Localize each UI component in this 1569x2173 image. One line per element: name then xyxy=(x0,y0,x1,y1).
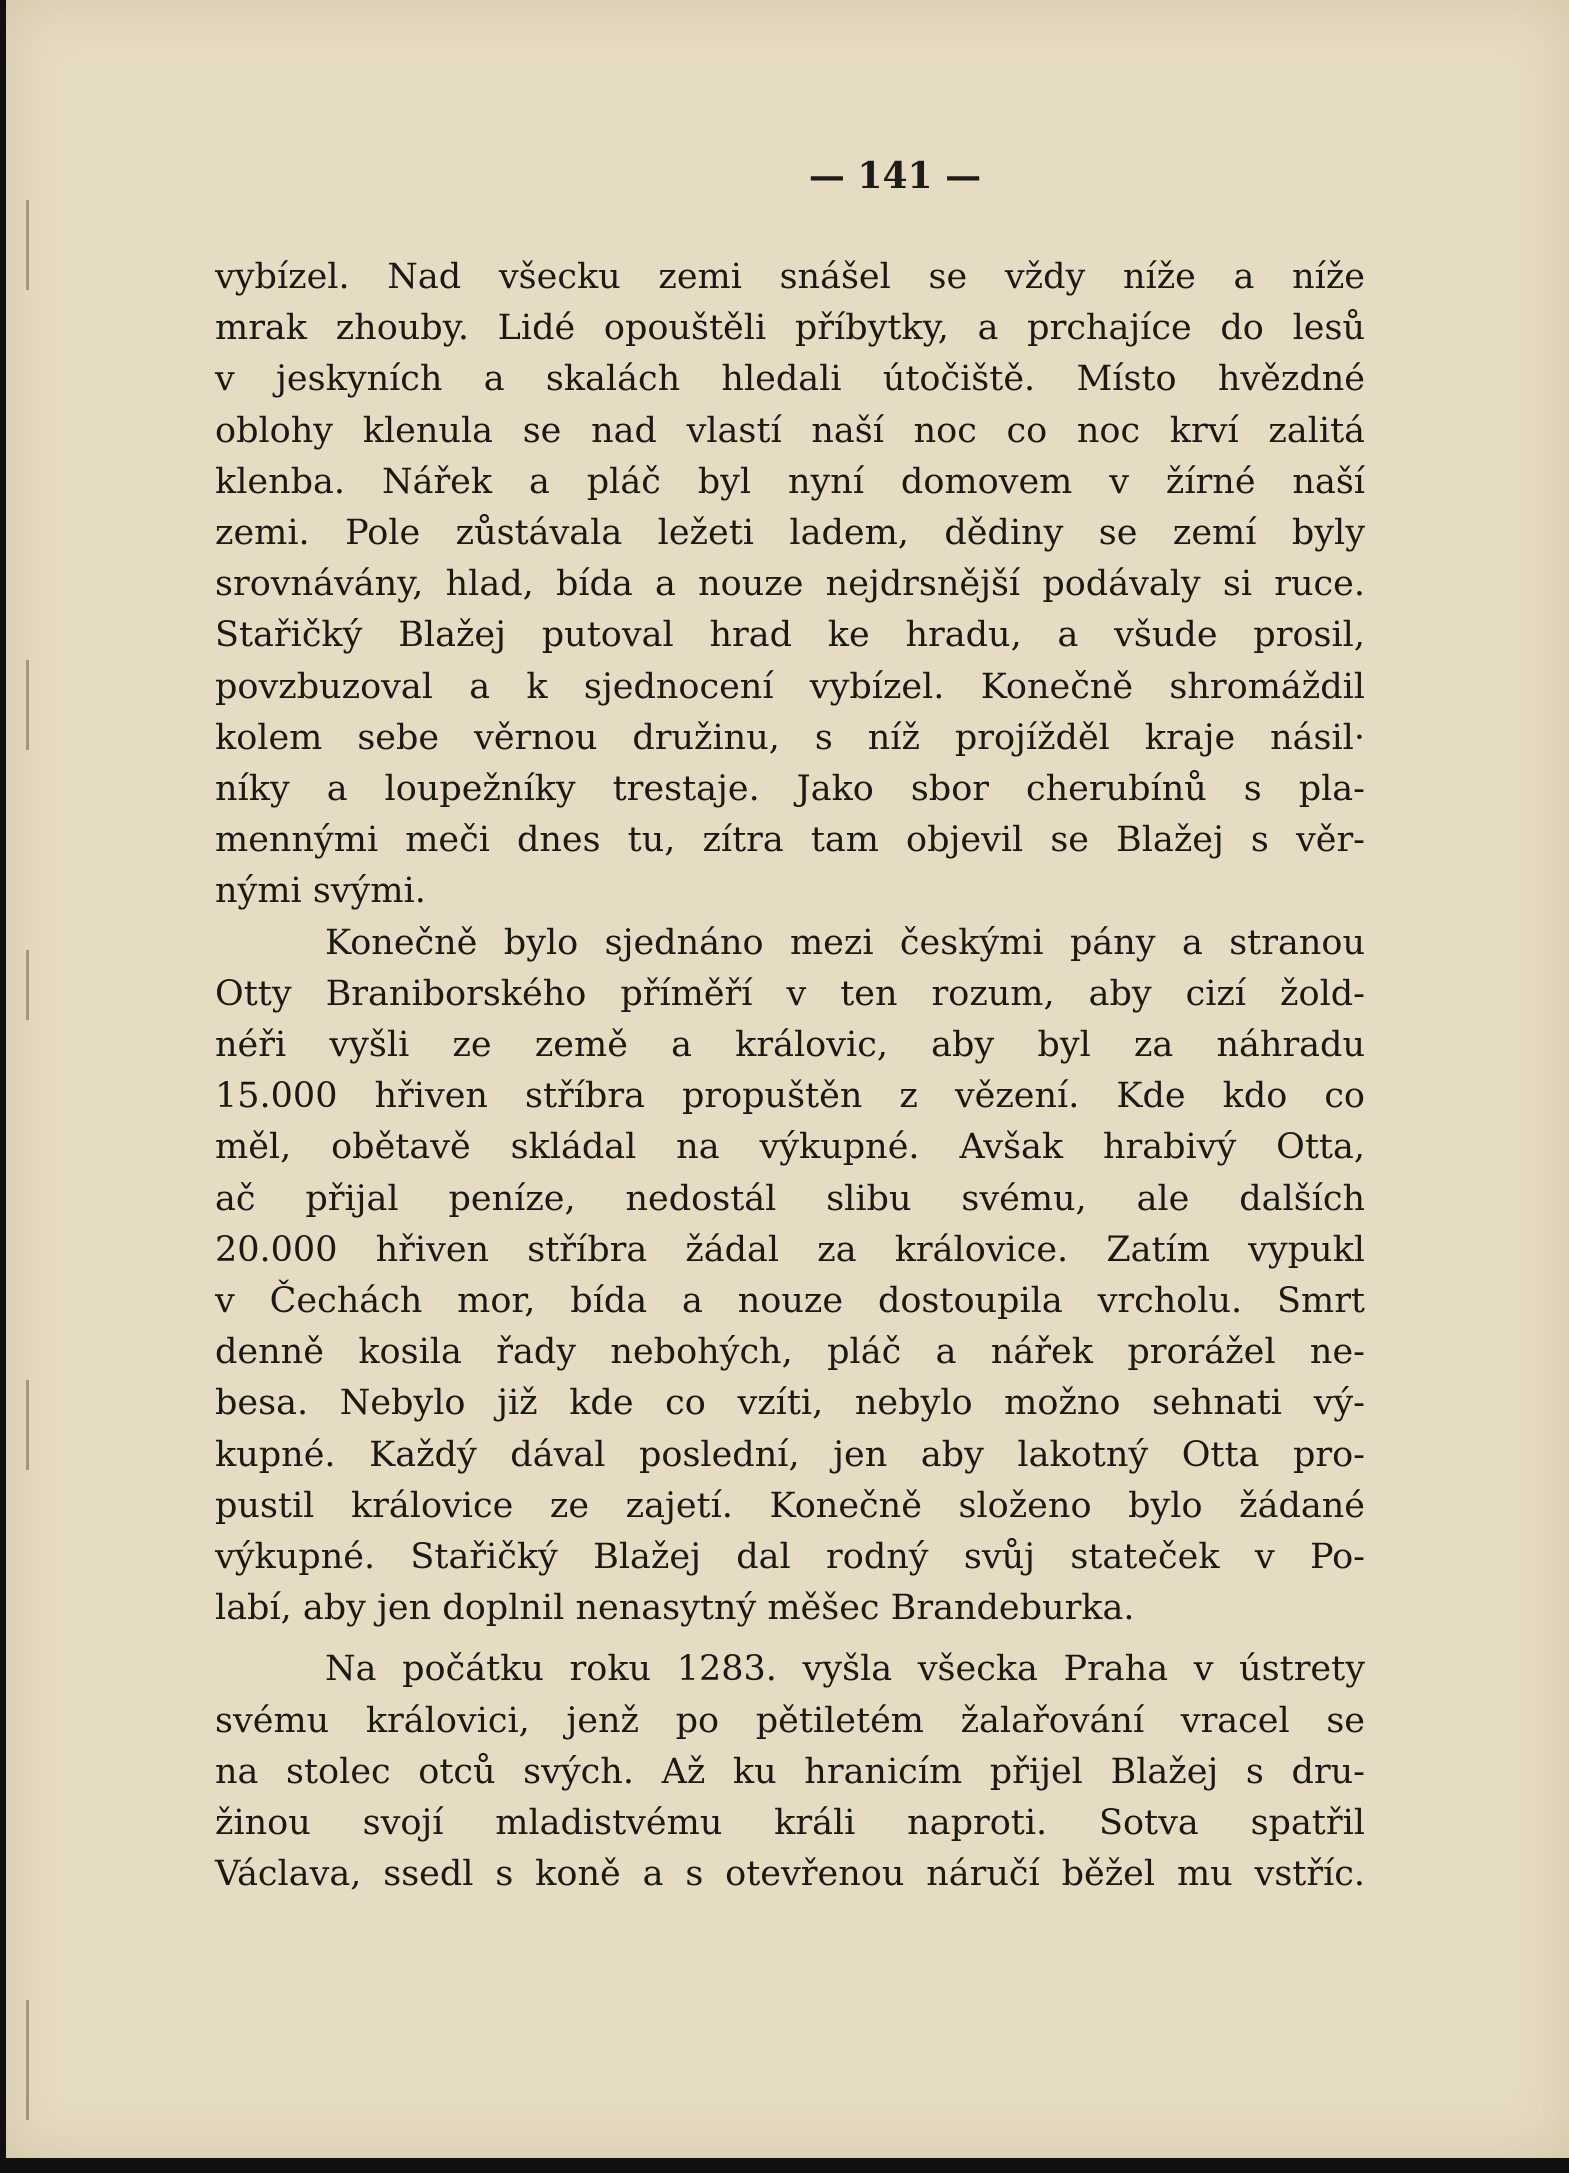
text-line: 15.000 hřiven stříbra propuštěn z vězení. Kde kdo co xyxy=(215,1076,1365,1117)
text-line: Václava, ssedl s koně a s otevřenou náručí běžel mu vstříc. xyxy=(215,1854,1365,1895)
text-line: žinou svojí mladistvému králi naproti. Sotva spatřil xyxy=(215,1803,1365,1844)
paragraph-3 xyxy=(215,1644,1365,1900)
text-line: Otty Braniborského příměří v ten rozum, aby cizí žold- xyxy=(215,973,1365,1014)
text-line: Konečně bylo sjednáno mezi českými pány a stranou xyxy=(325,922,1365,963)
text-line: na stolec otců svých. Až ku hranicím přijel Blažej s dru- xyxy=(215,1751,1365,1792)
text-line: klenba. Nářek a pláč byl nyní domovem v žírné naší xyxy=(215,461,1365,502)
text-line: měl, obětavě skládal na výkupné. Avšak hrabivý Otta, xyxy=(215,1127,1365,1168)
page-edge-mark xyxy=(26,2000,29,2120)
text-line: níky a loupežníky trestaje. Jako sbor cherubínů s pla- xyxy=(215,769,1365,810)
text-line: pustil královice ze zajetí. Konečně složeno bylo žádané xyxy=(215,1485,1365,1526)
text-line: besa. Nebylo již kde co vzíti, nebylo možno sehnati vý- xyxy=(215,1383,1365,1424)
paragraph-1 xyxy=(215,252,1365,918)
page-edge-mark xyxy=(26,200,29,290)
text-line: denně kosila řady nebohých, pláč a nářek prorážel ne- xyxy=(215,1332,1365,1373)
paragraph-2 xyxy=(215,918,1365,1635)
text-line: mennými meči dnes tu, zítra tam objevil se Blažej s věr- xyxy=(215,820,1365,861)
text-line: v jeskyních a skalách hledali útočiště. Místo hvězdné xyxy=(215,359,1365,400)
text-line: kupné. Každý dával poslední, jen aby lakotný Otta pro- xyxy=(215,1434,1365,1475)
text-line: nými svými. xyxy=(215,871,426,912)
text-line: srovnávány, hlad, bída a nouze nejdrsnější podávaly si ruce. xyxy=(215,564,1365,605)
text-line: vybízel. Nad všecku zemi snášel se vždy níže a níže xyxy=(215,257,1365,297)
text-line: néři vyšli ze země a královic, aby byl za náhradu xyxy=(215,1025,1365,1066)
text-line: mrak zhouby. Lidé opouštěli příbytky, a prchajíce do lesů xyxy=(215,308,1365,349)
text-line: v Čechách mor, bída a nouze dostoupila vrcholu. Smrt xyxy=(215,1281,1365,1322)
page-text xyxy=(215,252,1365,1901)
page-number: — 141 — xyxy=(808,155,982,197)
text-line: oblohy klenula se nad vlastí naší noc co noc krví zalitá xyxy=(215,410,1365,451)
text-line: Stařičký Blažej putoval hrad ke hradu, a všude prosil, xyxy=(215,615,1365,656)
page-edge-mark xyxy=(26,950,29,1020)
text-line: ač přijal peníze, nedostál slibu svému, ale dalších xyxy=(215,1178,1365,1219)
book-page xyxy=(6,0,1569,2158)
text-line: svému královici, jenž po pětiletém žalařování vracel se xyxy=(215,1700,1365,1741)
text-line: povzbuzoval a k sjednocení vybízel. Konečně shromáždil xyxy=(215,666,1365,707)
text-line: labí, aby jen doplnil nenasytný měšec Brandeburka. xyxy=(215,1588,1135,1629)
text-line: 20.000 hřiven stříbra žádal za královice. Zatím vypukl xyxy=(215,1229,1365,1270)
page-edge-mark xyxy=(26,1380,29,1470)
text-line: kolem sebe věrnou družinu, s níž projížděl kraje násil· xyxy=(215,717,1365,758)
text-line: zemi. Pole zůstávala ležeti ladem, dědiny se zemí byly xyxy=(215,513,1365,554)
page-edge-mark xyxy=(26,660,29,750)
text-line: výkupné. Stařičký Blažej dal rodný svůj stateček v Po- xyxy=(215,1537,1365,1578)
text-line: Na počátku roku 1283. vyšla všecka Praha v ústrety xyxy=(325,1649,1365,1690)
